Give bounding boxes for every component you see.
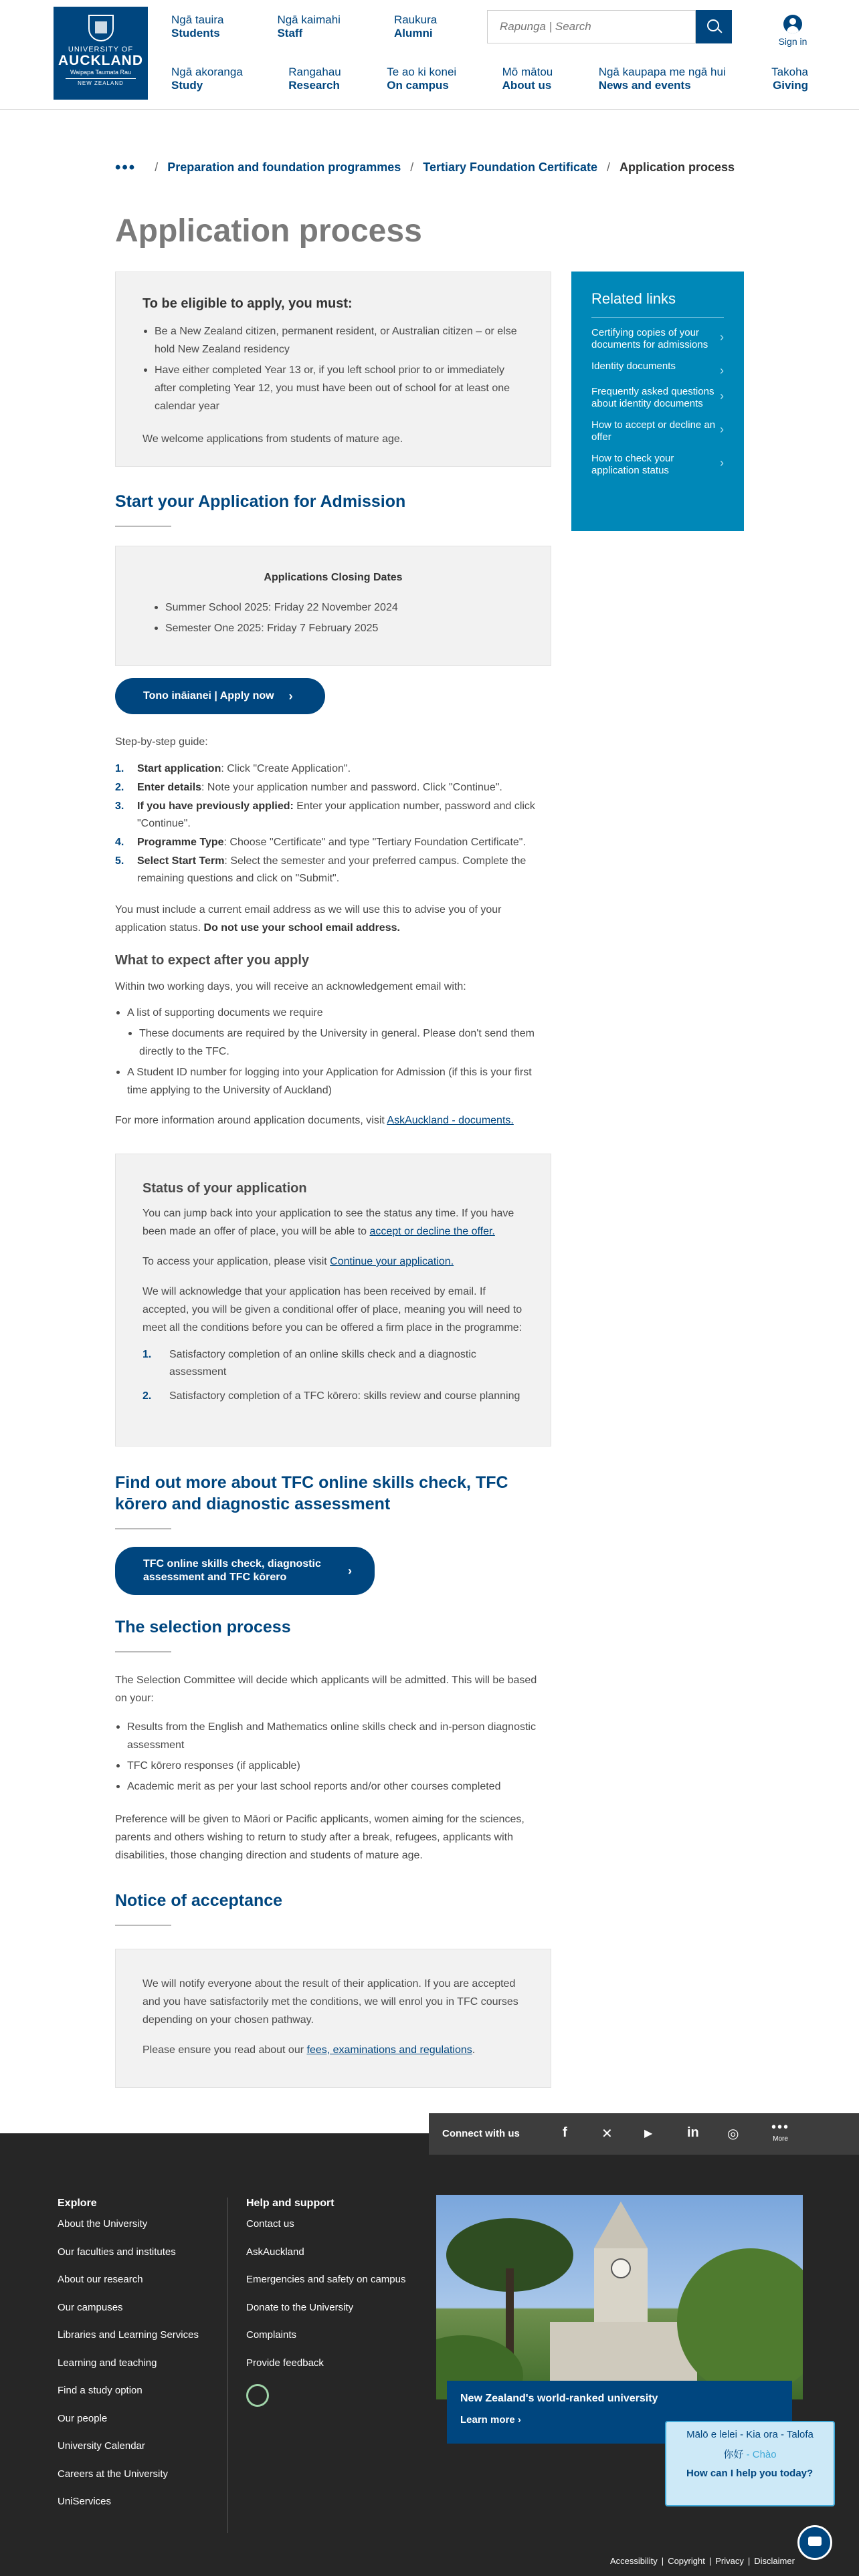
- step-item: [115, 779, 551, 796]
- footer-link[interactable]: Provide feedback: [246, 2357, 324, 2369]
- logo-line1: UNIVERSITY OF: [68, 45, 134, 53]
- list-item: Semester One 2025: Friday 7 February 2025: [153, 619, 551, 637]
- audience-nav: [171, 13, 490, 40]
- askauckland-documents-link[interactable]: AskAuckland - documents.: [387, 1115, 514, 1126]
- footer-heading: Explore: [58, 2197, 97, 2209]
- skills-check-label: TFC online skills check, diagnostic assessment and TFC kōrero: [143, 1558, 321, 1583]
- chat-prompt: How can I help you today?: [686, 2468, 814, 2479]
- banner-title: New Zealand's world-ranked university: [460, 2393, 658, 2404]
- accept-decline-offer-link[interactable]: accept or decline the offer.: [369, 1226, 495, 1237]
- chevron-right-icon: ›: [720, 423, 724, 436]
- footer-link[interactable]: Learning and teaching: [58, 2357, 157, 2369]
- more-info-text: For more information around application documents, visit: [115, 1115, 387, 1126]
- nav-label-maori: Raukura: [393, 13, 438, 26]
- nav-label-maori: Ngā kaupapa me ngā hui: [598, 66, 726, 78]
- email-note: [115, 901, 551, 937]
- connect-label: Connect with us: [442, 2128, 520, 2139]
- list-item: A list of supporting documents we require: [115, 1004, 551, 1022]
- campus-illustration: [436, 2195, 803, 2399]
- step-number: 3.: [115, 800, 124, 812]
- application-status-box: [115, 1154, 551, 1446]
- footer-link[interactable]: Donate to the University: [246, 2301, 354, 2313]
- status-p2: [142, 1253, 524, 1271]
- divider: [115, 1925, 171, 1926]
- nav-students[interactable]: [171, 13, 223, 40]
- step-title: Select Start Term: [137, 855, 225, 867]
- step-item: [115, 853, 551, 887]
- legal-links: Accessibility | Copyright | Privacy | Disclaimer: [610, 2556, 795, 2566]
- list-item: These documents are required by the University in general. Please don't send them directly to the TFC.: [127, 1025, 551, 1061]
- list-item: Summer School 2025: Friday 22 November 2024: [153, 599, 551, 617]
- nav-label: News and events: [598, 79, 691, 92]
- section-heading-what-to-expect: What to expect after you apply: [115, 953, 310, 968]
- legal-link[interactable]: Privacy: [715, 2556, 744, 2566]
- closing-dates-box: [115, 546, 551, 666]
- step-title: Programme Type: [137, 837, 224, 848]
- related-link[interactable]: [591, 419, 724, 443]
- nav-label-maori: Ngā akoranga: [171, 66, 243, 78]
- selection-preference: Preference will be given to Māori or Pacific applicants, women aiming for the sciences, parents and others wishing to return to study after a break, refugees, applicants with disabilities, those changing direction and students of mature age.: [115, 1814, 524, 1861]
- footer-link[interactable]: AskAuckland: [246, 2246, 304, 2258]
- breadcrumb-link[interactable]: Tertiary Foundation Certificate: [423, 160, 597, 174]
- more-button[interactable]: [771, 2120, 789, 2143]
- step-text: : Note your application number and password. Click "Continue".: [201, 782, 502, 793]
- nav-alumni[interactable]: [394, 13, 437, 40]
- chevron-right-icon: ›: [720, 364, 724, 377]
- chat-greeting-chinese: 你好: [723, 2449, 744, 2460]
- step-title: Start application: [137, 763, 221, 774]
- selection-criteria-list: [115, 1718, 551, 1796]
- footer-help: [246, 2197, 405, 2407]
- footer-heading: Help and support: [246, 2197, 335, 2209]
- list-item: Be a New Zealand citizen, permanent resident, or Australian citizen – or else hold New Zealand residency: [142, 322, 524, 358]
- status-heading: Status of your application: [142, 1181, 307, 1196]
- step-number: 2.: [115, 782, 124, 793]
- linkedin-icon[interactable]: in: [687, 2125, 699, 2140]
- chevron-right-icon: ›: [720, 389, 724, 403]
- chevron-right-icon: ›: [348, 1564, 352, 1578]
- step-item: [115, 834, 551, 851]
- twitter-icon[interactable]: ✕: [601, 2127, 613, 2141]
- list-item: A Student ID number for logging into your Application for Admission (if this is your first time applying to the University of Auckland): [115, 1063, 551, 1099]
- legal-link[interactable]: Disclaimer: [754, 2556, 795, 2566]
- chat-icon[interactable]: [797, 2525, 832, 2560]
- apply-now-button[interactable]: [115, 678, 325, 714]
- divider: [115, 526, 171, 527]
- nav-label: On campus: [387, 79, 449, 92]
- step-item: [115, 760, 551, 778]
- user-icon: [783, 15, 802, 33]
- nav-staff[interactable]: [277, 13, 341, 40]
- condition-item: [142, 1388, 524, 1405]
- nav-label-maori: Ngā tauira: [171, 13, 224, 26]
- condition-text: Satisfactory completion of a TFC kōrero: skills review and course planning: [169, 1390, 520, 1402]
- selection-intro: The Selection Committee will decide which applicants will be admitted. This will be based on your:: [115, 1675, 537, 1704]
- related-link-label: How to check your application status: [591, 453, 674, 476]
- breadcrumb-more-button[interactable]: •••: [115, 158, 136, 177]
- related-links-heading: Related links: [591, 290, 724, 318]
- footer-link[interactable]: About the University: [58, 2218, 148, 2230]
- expect-list: [115, 1004, 551, 1099]
- notice-box: [115, 1949, 551, 2088]
- nav-label: About us: [502, 79, 552, 92]
- nav-research[interactable]: [288, 66, 341, 92]
- footer-link[interactable]: Complaints: [246, 2329, 297, 2341]
- footer-link[interactable]: About our research: [58, 2274, 143, 2285]
- site-footer: [0, 2133, 859, 2576]
- related-link-label: Frequently asked questions about identity documents: [591, 386, 714, 409]
- eligibility-note: We welcome applications from students of mature age.: [142, 433, 403, 445]
- related-links-panel: [571, 272, 744, 531]
- step-text: : Click "Create Application".: [221, 763, 351, 774]
- status-p1: [142, 1204, 524, 1241]
- status-p1-text: You can jump back into your application to see the status any time. If you have been made an offer of place, you will be able to: [142, 1208, 514, 1237]
- nav-label: Study: [171, 79, 203, 92]
- footer-link[interactable]: Contact us: [246, 2218, 294, 2230]
- related-link[interactable]: [591, 453, 724, 477]
- related-link-label: Identity documents: [591, 360, 676, 372]
- email-note-text: You must include a current email address as we will use this to advise you of your application status.: [115, 904, 502, 934]
- nav-about-us[interactable]: [502, 66, 553, 92]
- footer-link[interactable]: Emergencies and safety on campus: [246, 2274, 406, 2285]
- nav-label: Giving: [773, 79, 808, 92]
- nav-label: Staff: [277, 27, 303, 39]
- nav-label: Students: [171, 27, 220, 39]
- search-input[interactable]: [487, 10, 696, 43]
- footer-explore: [58, 2197, 199, 2523]
- accreditation-icon: [246, 2384, 269, 2407]
- related-link[interactable]: [591, 386, 724, 410]
- notice-p2: [142, 2041, 524, 2059]
- related-link-label: Certifying copies of your documents for admissions: [591, 327, 708, 350]
- instagram-icon[interactable]: ◎: [727, 2127, 739, 2141]
- main-content: [115, 272, 551, 2088]
- condition-number: 2.: [142, 1390, 152, 1402]
- logo-line2: AUCKLAND: [58, 53, 143, 68]
- eligibility-heading: To be eligible to apply, you must:: [142, 296, 353, 311]
- status-p3: We will acknowledge that your application has been received by email. If accepted, you will be given a conditional offer of place, meaning you will need to meet all the conditions before you can be offered a firm place in the programme:: [142, 1286, 522, 1333]
- chevron-right-icon: ›: [288, 689, 293, 703]
- list-item: Results from the English and Mathematics online skills check and in-person diagnostic assessment: [115, 1718, 551, 1754]
- closing-dates-list: [153, 599, 551, 637]
- nav-label-maori: Mō mātou: [502, 66, 553, 78]
- divider: [115, 1528, 171, 1529]
- legal-link[interactable]: Copyright: [668, 2556, 705, 2566]
- continue-application-link[interactable]: Continue your application.: [330, 1256, 454, 1267]
- list-item: Have either completed Year 13 or, if you left school prior to or immediately after completing Year 12, you must have been out of school for at least one calendar year: [142, 361, 524, 415]
- legal-link[interactable]: Accessibility: [610, 2556, 658, 2566]
- breadcrumb-link[interactable]: Preparation and foundation programmes: [167, 160, 401, 174]
- breadcrumb-current: Application process: [619, 160, 735, 174]
- breadcrumb-separator: /: [155, 160, 159, 174]
- chat-greeting-2: [666, 2447, 834, 2461]
- step-number: 1.: [115, 763, 124, 774]
- related-link[interactable]: [591, 360, 724, 377]
- chat-widget-popup[interactable]: [665, 2421, 835, 2506]
- divider: [115, 1651, 171, 1652]
- apply-now-label: Tono ināianei | Apply now: [143, 690, 274, 702]
- sign-in-button[interactable]: [776, 15, 809, 47]
- skills-check-button[interactable]: [115, 1547, 375, 1595]
- chevron-right-icon: ›: [517, 2414, 521, 2426]
- conditions-list: [142, 1346, 524, 1405]
- nav-label-maori: Takoha: [771, 66, 808, 78]
- step-number: 5.: [115, 855, 124, 867]
- breadcrumb-separator: /: [607, 160, 611, 174]
- status-p2-text: To access your application, please visit: [142, 1256, 330, 1267]
- learn-more-label: Learn more: [460, 2414, 515, 2426]
- crest-icon: [88, 15, 114, 41]
- closing-dates-heading: Applications Closing Dates: [264, 572, 403, 583]
- section-heading-selection: The selection process: [115, 1618, 291, 1636]
- application-steps: [115, 760, 551, 887]
- email-note-warning: Do not use your school email address.: [203, 922, 400, 934]
- nav-giving[interactable]: [771, 66, 808, 92]
- step-text: : Select the semester and your preferred campus. Complete the remaining questions and click on "Submit".: [137, 855, 527, 884]
- chat-greeting-vietnamese: - Chào: [743, 2449, 777, 2460]
- university-logo[interactable]: [54, 7, 148, 100]
- breadcrumb-separator: /: [410, 160, 414, 174]
- chat-greeting: Mālō e lelei - Kia ora - Talofa: [686, 2429, 814, 2440]
- condition-text: Satisfactory completion of an online skills check and a diagnostic assessment: [169, 1349, 476, 1378]
- footer-divider: [227, 2197, 228, 2533]
- page-title: Application process: [115, 213, 422, 249]
- footer-link[interactable]: Find a study option: [58, 2385, 142, 2396]
- nav-label: Research: [288, 79, 340, 92]
- footer-link[interactable]: Our campuses: [58, 2301, 123, 2313]
- footer-link[interactable]: Our faculties and institutes: [58, 2246, 176, 2258]
- list-item: Academic merit as per your last school reports and/or other courses completed: [115, 1778, 551, 1796]
- logo-line3: Waipapa Taumata Rau: [70, 69, 132, 76]
- list-item: TFC kōrero responses (if applicable): [115, 1757, 551, 1775]
- nav-study[interactable]: [171, 66, 243, 92]
- condition-item: [142, 1346, 524, 1381]
- nav-label-maori: Te ao ki konei: [387, 66, 457, 78]
- eligibility-box: [115, 272, 551, 467]
- section-heading-find-out-more: Find out more about TFC online skills check, TFC kōrero and diagnostic assessment: [115, 1473, 508, 1513]
- footer-link[interactable]: Our people: [58, 2412, 108, 2424]
- related-link-label: How to accept or decline an offer: [591, 419, 716, 443]
- footer-link[interactable]: UniServices: [58, 2496, 112, 2507]
- eligibility-list: [142, 322, 524, 415]
- related-link[interactable]: [591, 327, 724, 351]
- fees-regulations-link[interactable]: fees, examinations and regulations: [306, 2044, 472, 2056]
- nav-label-maori: Ngā kaimahi: [277, 13, 341, 26]
- connect-bar: [429, 2113, 859, 2155]
- notice-p2-text: Please ensure you read about our: [142, 2044, 307, 2056]
- step-number: 4.: [115, 837, 124, 848]
- notice-p1: We will notify everyone about the result of their application. If you are accepted and you have satisfactorily met the conditions, we will enrol you in TFC courses depending on your chosen pathway.: [142, 1978, 518, 2026]
- condition-number: 1.: [142, 1349, 152, 1360]
- breadcrumb: [115, 160, 735, 175]
- section-heading-start-application: Start your Application for Admission: [115, 492, 406, 511]
- chevron-right-icon: ›: [720, 456, 724, 469]
- facebook-icon[interactable]: f: [563, 2125, 567, 2140]
- footer-link[interactable]: Careers at the University: [58, 2468, 169, 2480]
- notice-p2-end: .: [472, 2044, 476, 2056]
- search-button[interactable]: [696, 10, 732, 43]
- more-dots-icon: •••: [771, 2120, 790, 2135]
- step-title: If you have previously applied:: [137, 800, 294, 812]
- sign-in-label: Sign in: [778, 36, 807, 47]
- youtube-icon[interactable]: ▶: [644, 2128, 653, 2139]
- step-text: : Choose "Certificate" and type "Tertiary Foundation Certificate".: [223, 837, 526, 848]
- campus-clock-tower-image: [436, 2195, 803, 2399]
- more-info: [115, 1111, 551, 1130]
- nav-label: Alumni: [393, 27, 433, 39]
- nav-news-events[interactable]: [599, 66, 726, 92]
- step-item: [115, 798, 551, 833]
- site-header: [0, 0, 859, 110]
- footer-link[interactable]: Libraries and Learning Services: [58, 2329, 199, 2341]
- main-nav: [171, 66, 808, 92]
- more-label: More: [773, 2135, 788, 2143]
- nav-on-campus[interactable]: [387, 66, 456, 92]
- logo-line4: NEW ZEALAND: [66, 78, 136, 86]
- section-heading-notice: Notice of acceptance: [115, 1891, 283, 1910]
- step-title: Enter details: [137, 782, 202, 793]
- nav-label-maori: Rangahau: [288, 66, 341, 78]
- step-text: Enter your application number, password and click "Continue".: [137, 800, 535, 829]
- expect-intro: Within two working days, you will receive an acknowledgement email with:: [115, 981, 466, 992]
- chevron-right-icon: ›: [720, 330, 724, 344]
- guide-label: Step-by-step guide:: [115, 736, 208, 748]
- footer-link[interactable]: University Calendar: [58, 2440, 145, 2452]
